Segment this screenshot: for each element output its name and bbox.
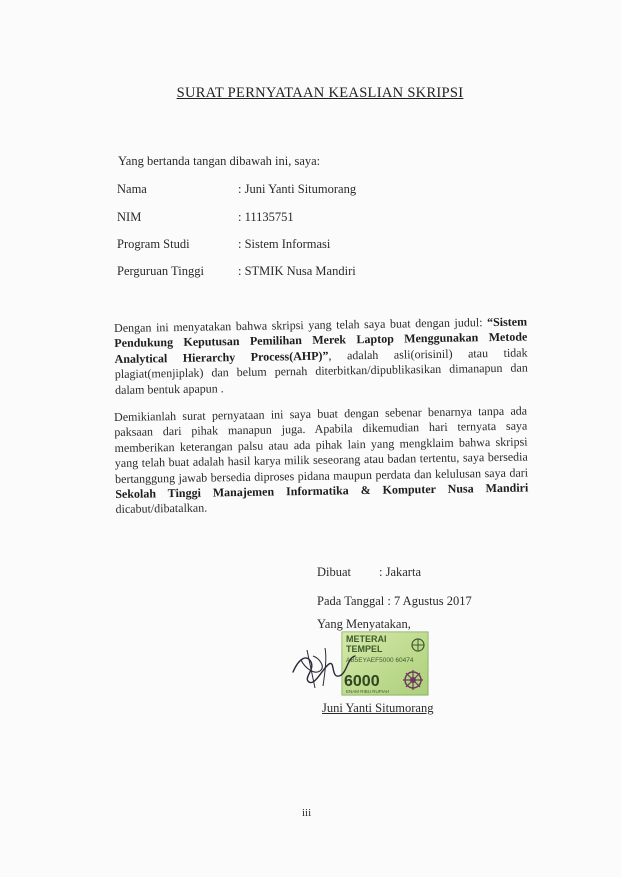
document-title: SURAT PERNYATAAN KEASLIAN SKRIPSI <box>176 85 464 101</box>
yang-menyatakan-label: Yang Menyatakan, <box>317 617 411 631</box>
identity-label: Program Studi <box>117 237 190 251</box>
stamp-line1: METERAI <box>346 634 387 644</box>
flower-ornament-icon <box>403 670 423 690</box>
statement-paragraph <box>114 315 528 399</box>
declaration-text-end: dicabut/dibatalkan. <box>115 500 208 517</box>
signer-name: Juni Yanti Situmorang <box>322 701 434 715</box>
stamp-serial: AB5EYAEF5000 60474 <box>346 657 414 664</box>
dibuat-label: Dibuat <box>317 565 352 579</box>
page-number: iii <box>302 807 312 819</box>
identity-label: Perguruan Tinggi <box>117 264 204 278</box>
statement-text-continued: , adalah asli(orisinil) atau tidak plagiat(menjiplak) dan belum pernah diterbitkan/dipublikasikan dimanapun dan dalam bentuk apapun . <box>114 345 528 397</box>
institution-name: Sekolah Tinggi Manajemen Informatika & Komputer Nusa Mandiri <box>115 480 529 502</box>
identity-value: : STMIK Nusa Mandiri <box>238 264 356 278</box>
intro-text: Yang bertanda tangan dibawah ini, saya: <box>118 154 321 168</box>
stamp-amount-text: ENAM RIBU RUPIAH <box>346 689 390 694</box>
declaration-paragraph <box>114 404 529 518</box>
stamp-amount: 6000 <box>344 673 380 690</box>
identity-label: Nama <box>117 182 147 196</box>
dibuat-value: : Jakarta <box>379 565 421 579</box>
date-text: Pada Tanggal : 7 Agustus 2017 <box>317 594 472 608</box>
declaration-text: Demikianlah surat pernyataan ini saya buat dengan sebenar benarnya tanpa ada paksaan dari pihak manapun juga. Apabila dikemudian hari ternyata saya memberikan keterangan palsu atau ada pihak lain yang mengklaim bahwa skripsi yang telah buat adalah hasil karya milik seseorang atau badan tertentu, saya bersedia bertanggung jawab bersedia diproses pidana maupun perdata dan kelulusan saya dari <box>114 403 529 486</box>
garuda-emblem-icon <box>412 639 424 651</box>
thesis-title: “Sistem Pendukung Keputusan Pemilihan Merek Laptop Menggunakan Metode Analytical Hierarchy Process(AHP)” <box>114 314 528 366</box>
identity-label: NIM <box>117 210 142 224</box>
identity-value: : Juni Yanti Situmorang <box>238 182 357 196</box>
statement-text: Dengan ini menyatakan bahwa skripsi yang telah saya buat dengan judul: <box>114 315 488 335</box>
stamp-line2: TEMPEL <box>346 644 383 654</box>
handwritten-signature <box>285 628 375 698</box>
identity-value: : 11135751 <box>238 210 294 224</box>
identity-value: : Sistem Informasi <box>238 237 331 251</box>
